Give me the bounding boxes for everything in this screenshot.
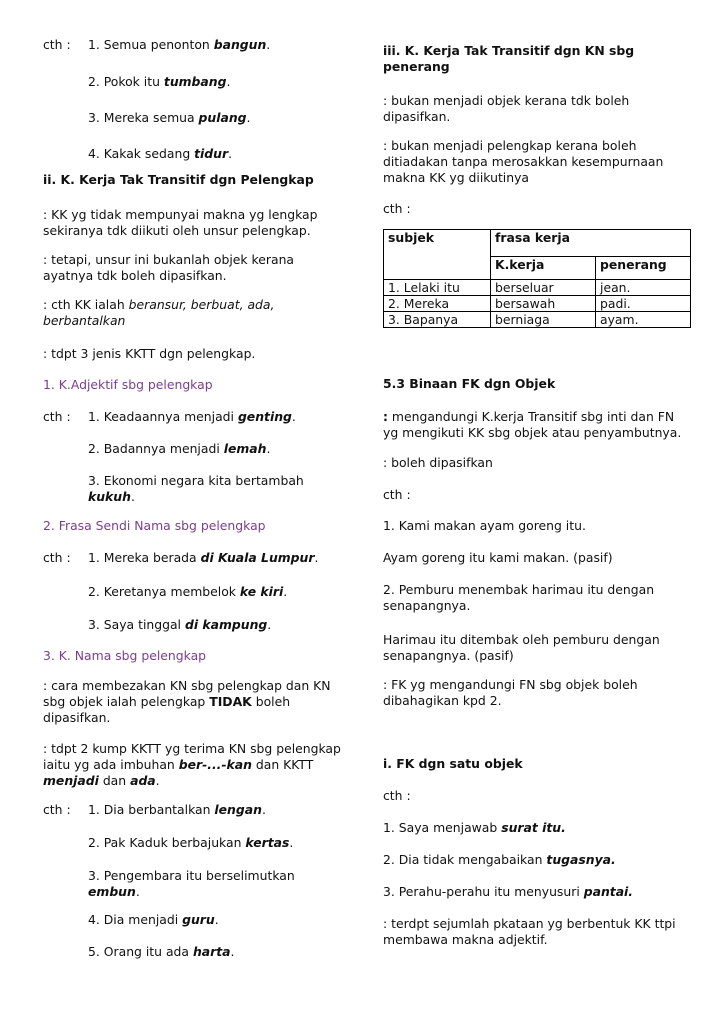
cth-label: cth : [43,802,71,817]
table-header-frasa: frasa kerja [491,230,691,257]
cth-label: cth : [43,37,71,52]
example-line: 4. Kakak sedang tidur. [88,146,233,161]
example-line: 3. Ekonomi negara kita bertambah kukuh. [88,473,304,504]
cth-label: cth : [383,788,411,803]
cth-label: cth : [43,409,71,424]
example-sentence: 3. Perahu-perahu itu menyusuri pantai. [383,884,634,899]
cth-label: cth : [383,487,411,502]
paragraph: : KK yg tidak mempunyai makna yg lengkap sekiranya tdk diikuti oleh unsur pelengkap. [43,207,318,238]
heading-i: i. FK dgn satu objek [383,756,523,771]
paragraph: : tdpt 3 jenis KKTT dgn pelengkap. [43,346,256,361]
table-header-kkerja: K.kerja [491,257,596,280]
paragraph: : FK yg mengandungi FN sbg objek boleh dibahagikan kpd 2. [383,677,638,708]
example-line: 1. Mereka berada di Kuala Lumpur. [88,550,319,565]
paragraph: : cth KK ialah beransur, berbuat, ada, berbantalkan [43,297,275,328]
subheading-frasa-sendi: 2. Frasa Sendi Nama sbg pelengkap [43,518,266,533]
paragraph: : bukan menjadi objek kerana tdk boleh dipasifkan. [383,93,630,124]
paragraph: : cara membezakan KN sbg pelengkap dan KN sbg objek ialah pelengkap TIDAK boleh dipasifkan. [43,678,331,725]
example-line: 1. Keadaannya menjadi genting. [88,409,296,424]
example-line: 3. Mereka semua pulang. [88,110,251,125]
subheading-kata-nama: 3. K. Nama sbg pelengkap [43,648,207,663]
table-header-subjek: subjek [384,230,491,280]
example-sentence: 1. Saya menjawab surat itu. [383,820,566,835]
example-line: 5. Orang itu ada harta. [88,944,235,959]
heading-iii: iii. K. Kerja Tak Transitif dgn KN sbg penerang [383,43,635,74]
example-line: 2. Badannya menjadi lemah. [88,441,271,456]
example-line: 4. Dia menjadi guru. [88,912,219,927]
paragraph: : bukan menjadi pelengkap kerana boleh ditiadakan tanpa merosakkan kesempurnaan makna KK yg diikutinya [383,138,664,185]
heading-5-3: 5.3 Binaan FK dgn Objek [383,376,556,391]
example-line: 2. Pak Kaduk berbajukan kertas. [88,835,294,850]
example-sentence: 1. Kami makan ayam goreng itu. [383,518,586,533]
cth-label: cth : [43,550,71,565]
table-row: 3. Bapanya berniaga ayam. [384,312,691,328]
paragraph: : tdpt 2 kump KKTT yg terima KN sbg pelengkap iaitu yg ada imbuhan ber-...-kan dan KKTT menjadi dan ada. [43,741,341,788]
example-line: 3. Saya tinggal di kampung. [88,617,272,632]
example-line: 1. Dia berbantalkan lengan. [88,802,266,817]
heading-ii: ii. K. Kerja Tak Transitif dgn Pelengkap [43,172,314,187]
table-header-penerang: penerang [596,257,691,280]
paragraph: : tetapi, unsur ini bukanlah objek kerana ayatnya tdk boleh dipasifkan. [43,252,295,283]
paragraph: : mengandungi K.kerja Transitif sbg inti dan FN yg mengikuti KK sbg objek atau penyambutnya. [383,409,682,440]
penerang-table [383,229,691,328]
example-line: 2. Keretanya membelok ke kiri. [88,584,288,599]
cth-label: cth : [383,201,411,216]
paragraph: : boleh dipasifkan [383,455,493,470]
example-sentence: Ayam goreng itu kami makan. (pasif) [383,550,613,565]
subheading-adjektif: 1. K.Adjektif sbg pelengkap [43,377,213,392]
example-line: 2. Pokok itu tumbang. [88,74,231,89]
example-sentence: Harimau itu ditembak oleh pemburu dengan senapangnya. (pasif) [383,632,660,663]
paragraph: : terdpt sejumlah pkataan yg berbentuk KK ttpi membawa makna adjektif. [383,916,676,947]
example-line: 3. Pengembara itu berselimutkan embun. [88,868,295,899]
table-row: 2. Mereka bersawah padi. [384,296,691,312]
table-row: 1. Lelaki itu berseluar jean. [384,280,691,296]
example-line: 1. Semua penonton bangun. [88,37,271,52]
example-sentence: 2. Dia tidak mengabaikan tugasnya. [383,852,616,867]
example-sentence: 2. Pemburu menembak harimau itu dengan senapangnya. [383,582,655,613]
